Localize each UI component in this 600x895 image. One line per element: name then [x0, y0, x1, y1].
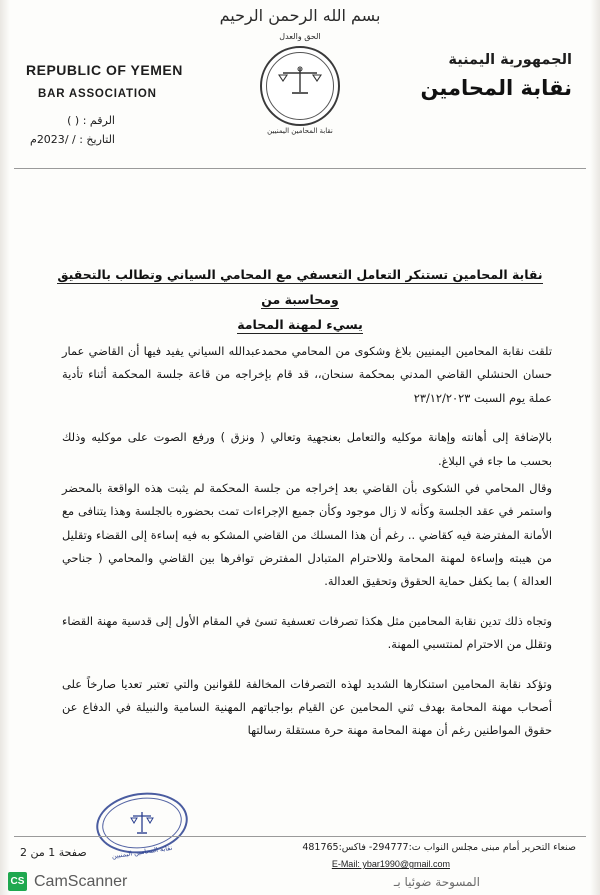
page-number: صفحة 1 من 2: [20, 846, 87, 859]
header-republic-of-yemen: REPUBLIC OF YEMEN: [26, 62, 183, 78]
camscanner-arabic-label: المسوحة ضوئيا بـ: [393, 875, 480, 889]
page-left-edge-shadow: [0, 0, 10, 895]
camscanner-label: CamScanner: [34, 872, 128, 890]
header-bar-association: BAR ASSOCIATION: [38, 88, 157, 100]
body-paragraph-2: بالإضافة إلى أهانته وإهانة موكليه والتعامل بعنجهية وتعالي ( ونزق ) ورفع الصوت على موكليه وذلك بحسب ما جاء في البلاغ.: [62, 430, 552, 468]
reference-block: [30, 112, 115, 149]
stamp-scales-icon: [130, 810, 154, 836]
stamp-text: نقابة المحامين اليمنيين: [111, 843, 173, 861]
header-english-block: [26, 62, 183, 100]
camscanner-badge: CS: [8, 872, 27, 891]
page-right-edge-shadow: [590, 0, 600, 895]
camscanner-watermark: [8, 872, 127, 891]
basmala-text: بسم الله الرحمن الرحيم: [219, 6, 381, 25]
body-paragraph-1: تلقت نقابة المحامين اليمنيين بلاغ وشكوى من المحامي محمدعبدالله السياني يفيد فيها أن القاضي عمار حسان الحنشلي القاضي المدني بمحكمة سنحان،، قد قام بإخراجه من قاعة جلسة المحكمة أثناء تأدية عملة يوم السبت ٢٣/١٢/٢٠٢٣: [62, 344, 552, 405]
footer-address: صنعاء التحرير أمام مبنى مجلس النواب ت:294777- فاكس:481765: [302, 841, 576, 853]
footer-email: E-Mail: ybar1990@gmail.com: [331, 859, 450, 869]
scales-of-justice-icon: [278, 66, 322, 96]
header-arabic-block: [421, 52, 572, 100]
bar-association-emblem: [241, 30, 359, 135]
reference-number-label: الرقم : ( ): [67, 114, 115, 127]
document-title-line-2: يسيء لمهنة المحامة: [237, 317, 363, 332]
body-paragraph-3: وقال المحامي في الشكوى بأن القاضي بعد إخراجه من جلسة المحكمة لم يثبت هذه الواقعة بالمحضر واستمر في عقد الجلسة وكأنه لا زال موجود وكأن جميع الإجراءات تمت بحضوره بالجلسة وهذا يتنافى مع الأمانة المفترضة فيه كقاضي .. رغم أن هذا المسلك من القاضي المشكو به فيه إساءة إلى القضاء وتقليل من هيبته وإساءة لمهنة المحامة وللاحترام المتبادل المفترض توافرها بين القاضي والمحامي ( جناحي العدالة ) بما يكفل حماية الحقوق وتحقيق العدالة.: [62, 480, 552, 589]
header-bar-association-arabic: نقابة المحامين: [420, 76, 572, 100]
body-paragraph-4: وتجاه ذلك تدين نقابة المحامين مثل هكذا تصرفات تعسفية تسئ في المقام الأول إلى قدسية مهنة القضاء وتقلل من الاحترام لمنتسبي المهنة.: [62, 613, 552, 652]
document-title-line-1: نقابة المحامين تستنكر التعامل التعسفي مع المحامي السياني وتطالب بالتحقيق ومحاسبة من: [57, 267, 543, 307]
document-title: [42, 262, 558, 337]
emblem-caption-text: نقابة المحامين اليمنيين: [267, 127, 333, 135]
header-divider: [14, 168, 586, 169]
emblem-banner-text: الحق والعدل: [279, 32, 321, 41]
document-body: [62, 340, 552, 759]
reference-date-label: التاريخ : / /2023م: [30, 132, 115, 146]
body-paragraph-5: وتؤكد نقابة المحامين استنكارها الشديد لهذه التصرفات المخالفة للقوانين والتي تعتبر تعديا صارخاً على أصحاب مهنة المحامة بهدف ثني المحامين عن القيام بواجباتهم المهنية السامية والنبيلة في الدفاع عن حقوق المواطنين رغم أن مهنة المحامة مهنة حرة مستقلة رسالتها: [62, 676, 552, 738]
footer-divider: [14, 836, 586, 837]
official-stamp: [96, 793, 188, 861]
header-republic-arabic: الجمهورية اليمنية: [448, 52, 572, 68]
